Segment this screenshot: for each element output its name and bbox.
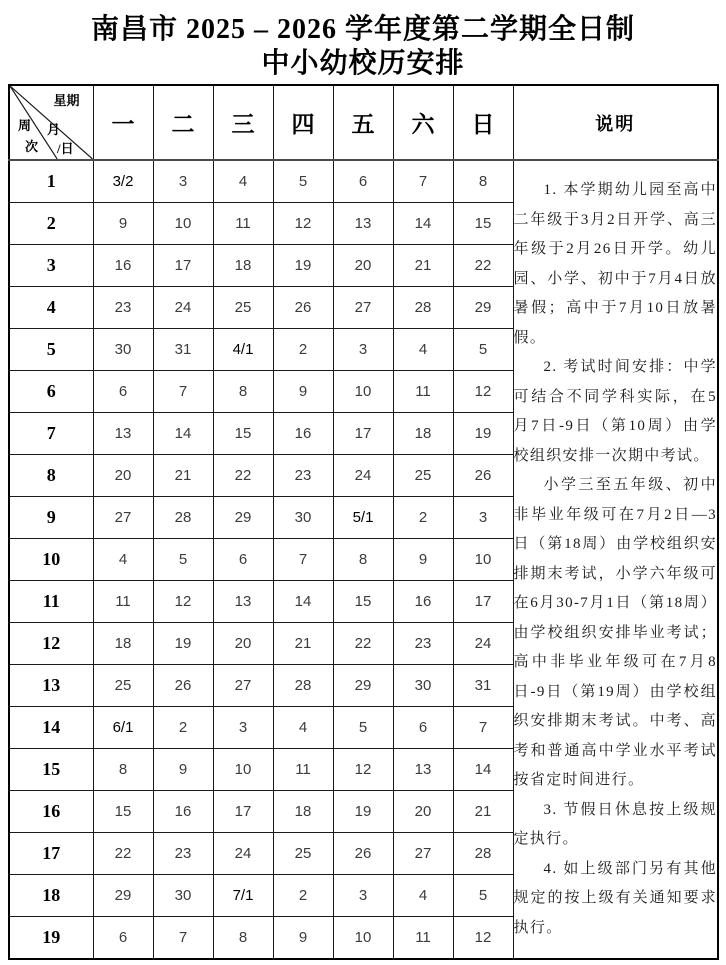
date-cell: 13: [93, 413, 153, 455]
date-cell: 26: [453, 455, 513, 497]
date-cell: 11: [273, 749, 333, 791]
date-cell: 3: [213, 707, 273, 749]
date-cell: 13: [213, 581, 273, 623]
week-number-cell: 9: [9, 497, 93, 539]
date-cell: 5: [153, 539, 213, 581]
corner-label-week-1: 周: [18, 118, 32, 133]
date-cell: 20: [333, 245, 393, 287]
date-cell: 16: [273, 413, 333, 455]
date-cell: 24: [453, 623, 513, 665]
date-cell: 23: [393, 623, 453, 665]
date-cell: 3: [453, 497, 513, 539]
date-cell: 19: [153, 623, 213, 665]
note-paragraph: 1. 本学期幼儿园至高中二年级于3月2日开学、高三年级于2月26日开学。幼儿园、小学、初中于7月4日放暑假；高中于7月10日放暑假。: [513, 182, 717, 346]
date-cell: 21: [453, 791, 513, 833]
date-cell: 21: [393, 245, 453, 287]
date-cell: 30: [273, 497, 333, 539]
weekday-header: 日: [453, 85, 513, 160]
date-cell: 7: [153, 371, 213, 413]
date-cell: 11: [93, 581, 153, 623]
date-cell: 10: [333, 917, 393, 960]
week-number-cell: 15: [9, 749, 93, 791]
week-number-cell: 19: [9, 917, 93, 960]
date-cell: 5: [273, 160, 333, 203]
corner-cell: [9, 85, 93, 160]
date-cell: 13: [393, 749, 453, 791]
date-cell: 22: [93, 833, 153, 875]
week-number-cell: 18: [9, 875, 93, 917]
notes-header: 说明: [513, 85, 718, 160]
date-cell: 17: [153, 245, 213, 287]
date-cell: 24: [153, 287, 213, 329]
calendar-body: [9, 85, 718, 959]
date-cell: 3/2: [93, 160, 153, 203]
date-cell: 18: [273, 791, 333, 833]
date-cell: 4: [393, 329, 453, 371]
date-cell: 13: [333, 203, 393, 245]
date-cell: 12: [453, 371, 513, 413]
date-cell: 11: [213, 203, 273, 245]
corner-label-month: 月: [47, 122, 61, 137]
week-number-cell: 12: [9, 623, 93, 665]
date-cell: 7: [453, 707, 513, 749]
date-cell: 18: [93, 623, 153, 665]
date-cell: 22: [453, 245, 513, 287]
date-cell: 8: [213, 371, 273, 413]
date-cell: 8: [453, 160, 513, 203]
date-cell: 9: [153, 749, 213, 791]
weekday-header: 四: [273, 85, 333, 160]
date-cell: 4/1: [213, 329, 273, 371]
notes-cell: [513, 160, 718, 959]
date-cell: 4: [393, 875, 453, 917]
date-cell: 14: [393, 203, 453, 245]
week-number-cell: 1: [9, 160, 93, 203]
date-cell: 28: [453, 833, 513, 875]
date-cell: 6: [213, 539, 273, 581]
date-cell: 6: [393, 707, 453, 749]
date-cell: 29: [453, 287, 513, 329]
date-cell: 25: [273, 833, 333, 875]
date-cell: 6: [93, 917, 153, 960]
date-cell: 20: [393, 791, 453, 833]
date-cell: 11: [393, 371, 453, 413]
date-cell: 10: [213, 749, 273, 791]
date-cell: 21: [273, 623, 333, 665]
date-cell: 6: [93, 371, 153, 413]
date-cell: 19: [333, 791, 393, 833]
date-cell: 26: [273, 287, 333, 329]
date-cell: 30: [93, 329, 153, 371]
date-cell: 27: [213, 665, 273, 707]
week-number-cell: 16: [9, 791, 93, 833]
date-cell: 5: [333, 707, 393, 749]
date-cell: 15: [93, 791, 153, 833]
date-cell: 4: [213, 160, 273, 203]
date-cell: 15: [453, 203, 513, 245]
date-cell: 29: [213, 497, 273, 539]
date-cell: 15: [333, 581, 393, 623]
week-number-cell: 14: [9, 707, 93, 749]
date-cell: 9: [393, 539, 453, 581]
weekday-header: 六: [393, 85, 453, 160]
date-cell: 9: [93, 203, 153, 245]
weekday-header: 一: [93, 85, 153, 160]
date-cell: 28: [393, 287, 453, 329]
date-cell: 25: [93, 665, 153, 707]
date-cell: 20: [213, 623, 273, 665]
date-cell: 25: [393, 455, 453, 497]
date-cell: 16: [93, 245, 153, 287]
week-number-cell: 10: [9, 539, 93, 581]
header-row: [9, 85, 718, 160]
date-cell: 4: [93, 539, 153, 581]
date-cell: 2: [273, 329, 333, 371]
date-cell: 23: [273, 455, 333, 497]
date-cell: 31: [153, 329, 213, 371]
date-cell: 15: [213, 413, 273, 455]
date-cell: 26: [333, 833, 393, 875]
date-cell: 19: [453, 413, 513, 455]
date-cell: 5: [453, 875, 513, 917]
date-cell: 2: [153, 707, 213, 749]
calendar-table: [8, 84, 719, 960]
date-cell: 2: [393, 497, 453, 539]
date-cell: 27: [333, 287, 393, 329]
date-cell: 24: [213, 833, 273, 875]
date-cell: 23: [153, 833, 213, 875]
week-number-cell: 5: [9, 329, 93, 371]
date-cell: 4: [273, 707, 333, 749]
date-cell: 5: [453, 329, 513, 371]
date-cell: 10: [453, 539, 513, 581]
date-cell: 30: [153, 875, 213, 917]
week-number-cell: 17: [9, 833, 93, 875]
date-cell: 28: [153, 497, 213, 539]
week-number-cell: 8: [9, 455, 93, 497]
date-cell: 14: [153, 413, 213, 455]
date-cell: 28: [273, 665, 333, 707]
date-cell: 22: [213, 455, 273, 497]
weekday-header: 三: [213, 85, 273, 160]
date-cell: 31: [453, 665, 513, 707]
date-cell: 2: [273, 875, 333, 917]
date-cell: 6/1: [93, 707, 153, 749]
page-title: [0, 0, 726, 81]
date-cell: 17: [453, 581, 513, 623]
date-cell: 23: [93, 287, 153, 329]
date-cell: 12: [453, 917, 513, 960]
date-cell: 17: [213, 791, 273, 833]
week-number-cell: 11: [9, 581, 93, 623]
date-cell: 8: [93, 749, 153, 791]
date-cell: 8: [213, 917, 273, 960]
date-cell: 3: [333, 329, 393, 371]
date-cell: 7: [273, 539, 333, 581]
date-cell: 7/1: [213, 875, 273, 917]
date-cell: 6: [333, 160, 393, 203]
corner-label-weekday: 星期: [53, 93, 80, 108]
corner-label-day: /日: [57, 141, 74, 156]
date-cell: 16: [153, 791, 213, 833]
date-cell: 5/1: [333, 497, 393, 539]
date-cell: 27: [93, 497, 153, 539]
date-cell: 12: [273, 203, 333, 245]
date-cell: 9: [273, 917, 333, 960]
date-cell: 16: [393, 581, 453, 623]
date-cell: 22: [333, 623, 393, 665]
date-cell: 21: [153, 455, 213, 497]
date-cell: 7: [393, 160, 453, 203]
date-cell: 12: [153, 581, 213, 623]
date-cell: 29: [333, 665, 393, 707]
date-cell: 18: [213, 245, 273, 287]
date-cell: 10: [153, 203, 213, 245]
date-cell: 3: [333, 875, 393, 917]
date-cell: 24: [333, 455, 393, 497]
corner-label-week-2: 次: [25, 139, 39, 154]
week-number-cell: 6: [9, 371, 93, 413]
week-number-cell: 13: [9, 665, 93, 707]
table-row: [9, 160, 718, 203]
date-cell: 27: [393, 833, 453, 875]
date-cell: 11: [393, 917, 453, 960]
note-paragraph: 小学三至五年级、初中非毕业年级可在7月2日—3日（第18周）由学校组织安排期末考试，小学六年级可在6月30-7月1日（第18周）由学校组织安排毕业考试；高中非毕业年级可在7月8日-9日（第19周）由学校组织安排期末考试。中考、高考和普通高中学业水平考试按省定时间进行。: [513, 477, 717, 788]
week-number-cell: 3: [9, 245, 93, 287]
week-number-cell: 4: [9, 287, 93, 329]
date-cell: 25: [213, 287, 273, 329]
week-number-cell: 2: [9, 203, 93, 245]
note-paragraph: 4. 如上级部门另有其他规定的按上级有关通知要求执行。: [513, 860, 717, 936]
weekday-header: 五: [333, 85, 393, 160]
date-cell: 14: [273, 581, 333, 623]
date-cell: 17: [333, 413, 393, 455]
date-cell: 10: [333, 371, 393, 413]
date-cell: 7: [153, 917, 213, 960]
date-cell: 26: [153, 665, 213, 707]
note-paragraph: 3. 节假日休息按上级规定执行。: [513, 801, 717, 847]
weekday-header: 二: [153, 85, 213, 160]
date-cell: 29: [93, 875, 153, 917]
page-title-line-1: 南昌市 2025 – 2026 学年度第二学期全日制: [90, 14, 635, 45]
date-cell: 3: [153, 160, 213, 203]
week-number-cell: 7: [9, 413, 93, 455]
date-cell: 30: [393, 665, 453, 707]
date-cell: 20: [93, 455, 153, 497]
date-cell: 18: [393, 413, 453, 455]
date-cell: 12: [333, 749, 393, 791]
note-paragraph: 2. 考试时间安排：中学可结合不同学科实际，在5月7日-9日（第10周）由学校组织安排一次期中考试。: [513, 359, 717, 464]
page-title-line-2: 中小幼校历安排: [261, 48, 465, 79]
date-cell: 14: [453, 749, 513, 791]
date-cell: 8: [333, 539, 393, 581]
date-cell: 9: [273, 371, 333, 413]
date-cell: 19: [273, 245, 333, 287]
